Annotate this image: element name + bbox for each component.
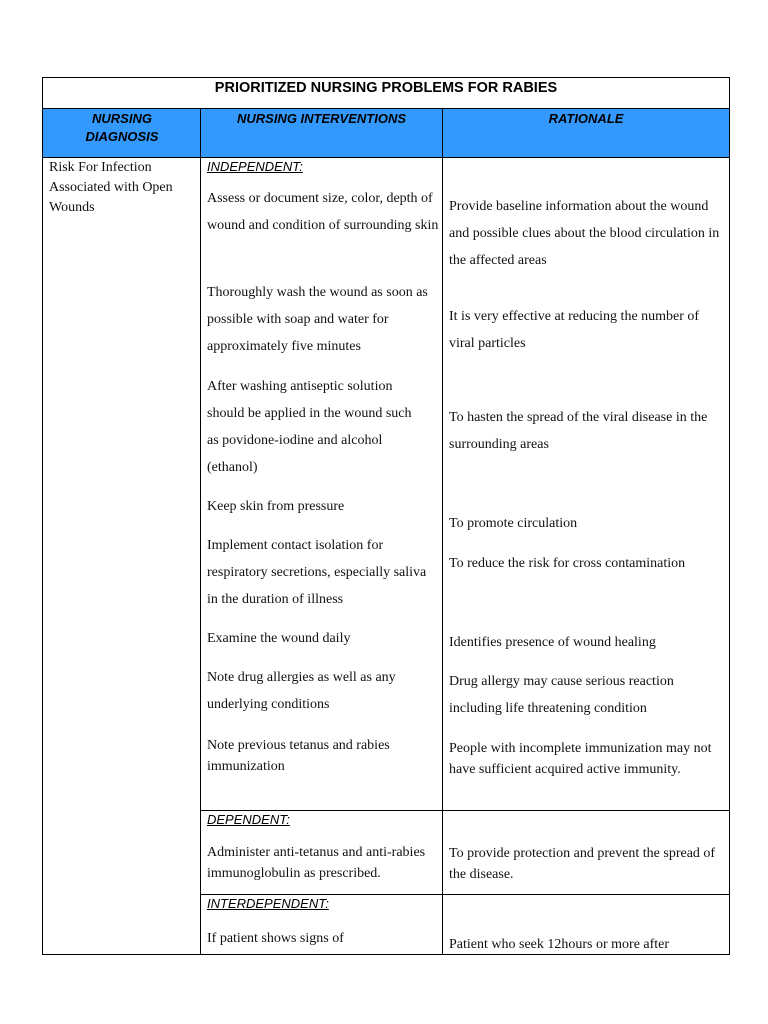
intervention-item: Note previous tetanus and rabies immunization: [207, 738, 390, 774]
title-divider: [42, 108, 730, 109]
table-border-top: [42, 77, 730, 78]
rationale-item: People with incomplete immunization may not have sufficient acquired active immunity.: [449, 741, 712, 777]
interdependent-rationale: Patient who seek 12hours or more after: [449, 937, 670, 952]
interdependent-divider: [200, 894, 730, 895]
dependent-intervention: Administer anti-tetanus and anti-rabies immunoglobulin as prescribed.: [207, 845, 426, 881]
table-border-right: [729, 77, 730, 955]
intervention-item: Implement contact isolation for respiratory secretions, especially saliva in the duration of illness: [207, 538, 427, 607]
table-title: PRIORITIZED NURSING PROBLEMS FOR RABIES: [214, 80, 558, 96]
section-independent: INDEPENDENT:: [207, 159, 303, 174]
intervention-item: Note drug allergies as well as any underlying conditions: [207, 670, 396, 712]
section-dependent: DEPENDENT:: [207, 812, 290, 827]
column-divider-2: [442, 108, 443, 955]
dependent-divider: [200, 810, 730, 811]
rationale-item: To hasten the spread of the viral disease in the surrounding areas: [449, 410, 708, 452]
rationale-item: To reduce the risk for cross contamination: [449, 556, 686, 571]
rationale-item: Drug allergy may cause serious reaction including life threatening condition: [449, 674, 674, 716]
intervention-item: Keep skin from pressure: [207, 499, 345, 514]
header-rationale: RATIONALE: [548, 111, 624, 126]
diagnosis-text: Risk For Infection Associated with Open Wounds: [49, 160, 173, 215]
intervention-item: Thoroughly wash the wound as soon as possible with soap and water for approximately five minutes: [207, 285, 428, 354]
rationale-item: Provide baseline information about the wound and possible clues about the blood circulation in the affected areas: [449, 199, 720, 268]
rationale-item: Identifies presence of wound healing: [449, 635, 656, 650]
column-divider-1: [200, 108, 201, 955]
table-border-left: [42, 77, 43, 955]
section-interdependent: INTERDEPENDENT:: [207, 896, 329, 911]
intervention-item: Examine the wound daily: [207, 631, 351, 646]
header-nursing-diagnosis: NURSING DIAGNOSIS: [85, 111, 159, 144]
dependent-rationale: To provide protection and prevent the spread of the disease.: [449, 846, 716, 882]
interdependent-intervention: If patient shows signs of: [207, 931, 344, 946]
header-nursing-interventions: NURSING INTERVENTIONS: [236, 111, 406, 126]
rationale-item: It is very effective at reducing the number of viral particles: [449, 309, 700, 351]
intervention-item: After washing antiseptic solution should be applied in the wound such as povidone-iodine and alcohol (ethanol): [207, 379, 412, 475]
intervention-item: Assess or document size, color, depth of wound and condition of surrounding skin: [207, 191, 439, 233]
rationale-item: To promote circulation: [449, 516, 578, 531]
